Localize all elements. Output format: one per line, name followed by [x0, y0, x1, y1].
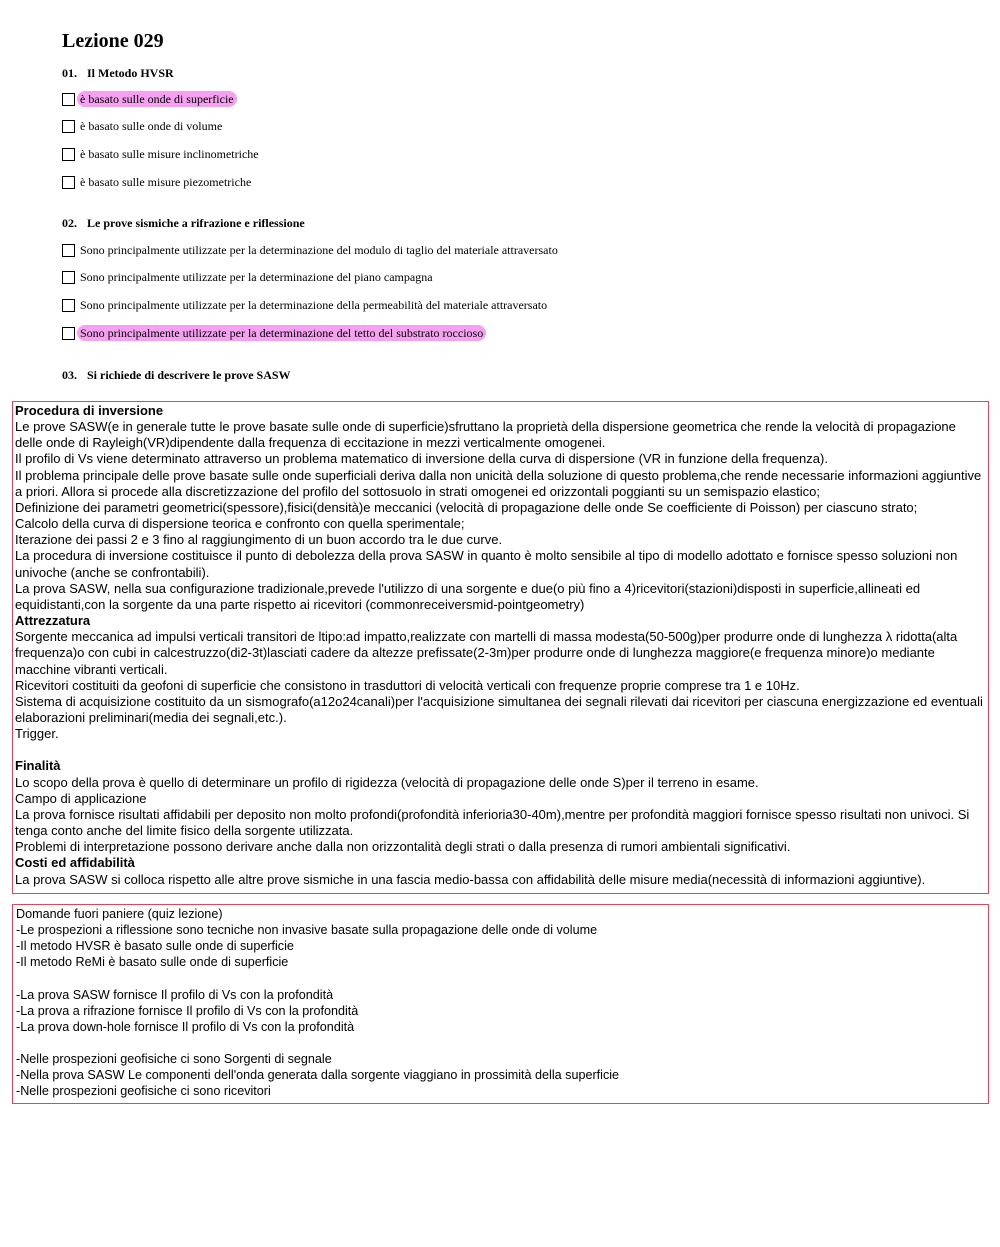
- answer-paragraph: Sorgente meccanica ad impulsi verticali transitori de ltipo:ad impatto,realizzate con martelli di massa modesta(50-500g)per produrre onde di lunghezza λ ridotta(alta frequenza)o con cubi in calcestruzzo(di2-3t)lasciati cadere da altezze prefissate(2-3m)per produrre onde di lunghezza maggiore(e frequenza minore)o mediante macchine vibranti verticali.: [15, 629, 958, 677]
- q1-option-1[interactable]: [62, 91, 237, 107]
- section-heading: Finalità: [15, 758, 61, 774]
- answer-paragraph: Il profilo di Vs viene determinato attraverso un problema matematico di inversione della curva di dispersione (VR in funzione della frequenza).: [15, 451, 828, 467]
- answer-paragraph: Calcolo della curva di dispersione teorica e confronto con quella sperimentale;: [15, 516, 465, 532]
- blank-line: [16, 970, 985, 986]
- section-heading: Procedura di inversione: [15, 403, 164, 418]
- checkbox[interactable]: [62, 271, 75, 284]
- q1-option-3[interactable]: [62, 146, 262, 162]
- checkbox[interactable]: [62, 93, 75, 106]
- option-label: Sono principalmente utilizzate per la determinazione del tetto del substrato roccioso: [77, 325, 486, 341]
- option-label: Sono principalmente utilizzate per la determinazione del piano campagna: [80, 270, 433, 284]
- checkbox[interactable]: [62, 327, 75, 340]
- notes-line: -Il metodo HVSR è basato sulle onde di superficie: [16, 939, 294, 954]
- option-label: Sono principalmente utilizzate per la determinazione della permeabilità del materiale attraversato: [80, 298, 548, 312]
- blank-line: [15, 742, 986, 758]
- checkbox[interactable]: [62, 148, 75, 161]
- q1-option-2[interactable]: [62, 118, 225, 134]
- answer-paragraph: La prova SASW, nella sua configurazione tradizionale,prevede l'utilizzo di una sorgente e due(o più fino a 4)ricevitori(stazioni)disposti in superficie,allineati ed equidistanti,con la sorgente da una parte rispetto ai ricevitori (commonreceiversmid-pointgeometry): [15, 580, 921, 612]
- answer-paragraph: Il problema principale delle prove basate sulle onde superficiali deriva dalla non unicità della soluzione di questo problema,che rende necessarie informazioni aggiuntive a priori. Allora si procede alla discretizzazione del profilo del sottosuolo in strati omogenei ed orizzontali poggianti su un semispazio elastico;: [15, 467, 982, 499]
- blank-line: [16, 1035, 985, 1051]
- question-number: 02.: [62, 216, 77, 230]
- question-number: 01.: [62, 66, 77, 80]
- option-label: è basato sulle onde di volume: [80, 119, 223, 133]
- answer-paragraph: Sistema di acquisizione costituito da un sismografo(a12o24canali)per l'acquisizione simultanea dei segnali rilevati dai ricevitori per ciascuna energizzazione ed eventuali elaborazioni preliminari(media dei segnali,etc.).: [15, 693, 983, 725]
- answer-paragraph: Iterazione dei passi 2 e 3 fino al raggiungimento di un buon accordo tra le due curve.: [15, 532, 503, 548]
- answer-paragraph: La procedura di inversione costituisce il punto di debolezza della prova SASW in quanto è molto sensibile al tipo di modello adottato e fornisce spesso soluzioni non univoche (anche se confrontabili).: [15, 548, 958, 580]
- answer-paragraph: Ricevitori costituiti da geofoni di superficie che consistono in trasduttori di velocità verticali con frequenze proprie comprese tra 1 e 10Hz.: [15, 677, 800, 693]
- question-text: Si richiede di descrivere le prove SASW: [87, 368, 291, 382]
- section-heading: Attrezzatura: [15, 613, 91, 629]
- q2-option-2[interactable]: [62, 269, 436, 285]
- checkbox[interactable]: [62, 120, 75, 133]
- notes-line: -Nella prova SASW Le componenti dell'onda generata dalla sorgente viaggiano in prossimità della superficie: [16, 1068, 620, 1083]
- q2-option-1[interactable]: [62, 242, 561, 258]
- question-3-heading: [62, 368, 291, 383]
- notes-line: Domande fuori paniere (quiz lezione): [16, 907, 223, 921]
- q2-option-3[interactable]: [62, 297, 550, 313]
- q2-option-4[interactable]: [62, 325, 486, 341]
- question-text: Il Metodo HVSR: [87, 66, 174, 80]
- notes-line: -Le prospezioni a riflessione sono tecniche non invasive basate sulla propagazione delle onde di volume: [16, 923, 598, 938]
- lesson-title: Lezione 029: [62, 30, 164, 52]
- checkbox[interactable]: [62, 244, 75, 257]
- question-2-heading: [62, 216, 305, 231]
- option-label: Sono principalmente utilizzate per la determinazione del modulo di taglio del materiale attraversato: [80, 243, 558, 257]
- checkbox[interactable]: [62, 299, 75, 312]
- option-label: è basato sulle misure inclinometriche: [80, 147, 259, 161]
- answer-paragraph: Lo scopo della prova è quello di determinare un profilo di rigidezza (velocità di propagazione delle onde S)per il terreno in esame.: [15, 774, 759, 790]
- question-number: 03.: [62, 368, 77, 382]
- answer-paragraph: La prova SASW si colloca rispetto alle altre prove sismiche in una fascia medio-bassa con affidabilità delle misure media(necessità di informazioni aggiuntive).: [15, 871, 926, 887]
- answer-paragraph: Problemi di interpretazione possono derivare anche dalla non orizzontalità degli strati o dalla presenza di rumori ambientali significativi.: [15, 839, 791, 855]
- q1-option-4[interactable]: [62, 174, 254, 190]
- answer-paragraph: La prova fornisce risultati affidabili per deposito non molto profondi(profondità inferioria30-40m),mentre per profondità maggiori fornisce spesso risultati non univoci. Si tenga conto anche del limite fisico della sorgente utilizzata.: [15, 806, 970, 839]
- notes-line: -Il metodo ReMi è basato sulle onde di superficie: [16, 955, 289, 970]
- answer-paragraph: Definizione dei parametri geometrici(spessore),fisici(densità)e meccanici (velocità di propagazione delle onde Se coefficiente di Poisson) per ciascuno strato;: [15, 499, 918, 515]
- answer-paragraph: Trigger.: [15, 726, 59, 742]
- notes-box: [12, 904, 989, 1104]
- answer-paragraph: Campo di applicazione: [15, 790, 147, 806]
- question-text: Le prove sismiche a rifrazione e riflessione: [87, 216, 305, 230]
- answer-paragraph: Le prove SASW(e in generale tutte le prove basate sulle onde di superficie)sfruttano la proprietà della dispersione geometrica che rende la velocità di propagazione delle onde di Rayleigh(VR)dipendente dalla frequenza di eccitazione in mezzi verticalmente omogenei.: [15, 419, 956, 451]
- answer-box: [12, 401, 989, 894]
- option-label: è basato sulle onde di superficie: [77, 91, 237, 107]
- question-1-heading: [62, 66, 174, 81]
- notes-line: -Nelle prospezioni geofisiche ci sono Sorgenti di segnale: [16, 1051, 332, 1066]
- checkbox[interactable]: [62, 176, 75, 189]
- option-label: è basato sulle misure piezometriche: [80, 175, 252, 189]
- notes-line: -La prova a rifrazione fornisce Il profilo di Vs con la profondità: [16, 1003, 359, 1018]
- notes-line: -La prova SASW fornisce Il profilo di Vs con la profondità: [16, 987, 334, 1002]
- notes-line: -Nelle prospezioni geofisiche ci sono ricevitori: [16, 1084, 271, 1099]
- notes-line: -La prova down-hole fornisce Il profilo di Vs con la profondità: [16, 1019, 355, 1034]
- section-heading: Costi ed affidabilità: [15, 855, 135, 871]
